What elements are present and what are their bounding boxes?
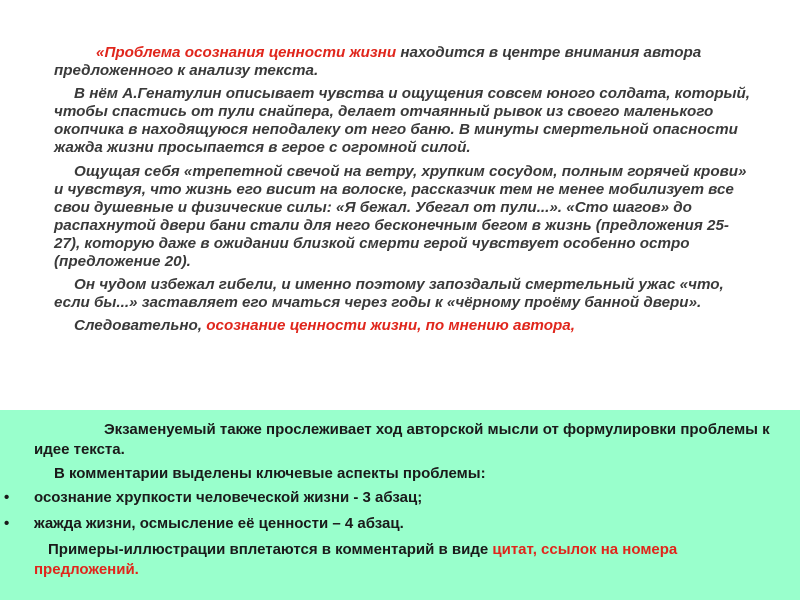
- commentary-line-3: [34, 540, 774, 580]
- essay-paragraph-2: В нём А.Генатулин описывает чувства и ощущения совсем юного солдата, который, чтобы спастись от пули снайпера, делает отчаянный рывок из своего маленького окопчика в находящуюся неподалеку от него баню. В минуты смертельной опасности жажда жизни просыпается в герое с огромной силой.: [54, 85, 750, 157]
- list-item: [4, 514, 774, 534]
- commentary-text: [4, 420, 774, 584]
- essay-paragraph-1-rest: находится в центре внимания автора предложенного к анализу текста.: [54, 44, 702, 80]
- commentary-line-1: Экзаменуемый также прослеживает ход авторской мысли от формулировки проблемы к идее текста.: [34, 421, 770, 458]
- essay-paragraph-3: Ощущая себя «трепетной свечой на ветру, хрупким сосудом, полным горячей крови» и чувствуя, что жизнь его висит на волоске, рассказчик тем не менее мобилизует все свои душевные и физические силы: «Я бежал. Убегал от пули...». «Сто шагов» до распахнутой двери бани стали для него бесконечным бегом в жизнь (предложения 25-27), которую даже в ожидании близкой смерти герой чувствует особенно остро (предложение 20).: [54, 162, 747, 271]
- essay-paragraph-5: [54, 317, 754, 335]
- bullet-icon: •: [4, 489, 10, 506]
- commentary-line-3-start: Примеры-иллюстрации вплетаются в комментарий в виде: [48, 541, 493, 558]
- list-item-text: осознание хрупкости человеческой жизни - 3 абзац;: [34, 489, 423, 506]
- bullet-icon: •: [4, 515, 10, 532]
- essay-paragraph-1: [54, 44, 754, 80]
- conclusion-highlight: осознание ценности жизни, по мнению автора,: [206, 317, 575, 335]
- commentary-box: [0, 410, 800, 600]
- commentary-line-2: В комментарии выделены ключевые аспекты проблемы:: [54, 465, 486, 482]
- list-item: [4, 488, 774, 508]
- list-item-text: жажда жизни, осмысление её ценности – 4 абзац.: [34, 515, 404, 532]
- essay-paragraph-4: Он чудом избежал гибели, и именно поэтому запоздалый смертельный ужас «что, если бы...» заставляет его мчаться через годы к «чёрному проёму банной двери».: [54, 276, 724, 312]
- essay-paragraph-5-start: Следовательно,: [74, 317, 207, 335]
- examples-highlight: цитат, ссылок на номера предложений.: [34, 541, 678, 578]
- essay-text: [54, 44, 754, 340]
- problem-statement-highlight: «Проблема осознания ценности жизни: [96, 44, 397, 61]
